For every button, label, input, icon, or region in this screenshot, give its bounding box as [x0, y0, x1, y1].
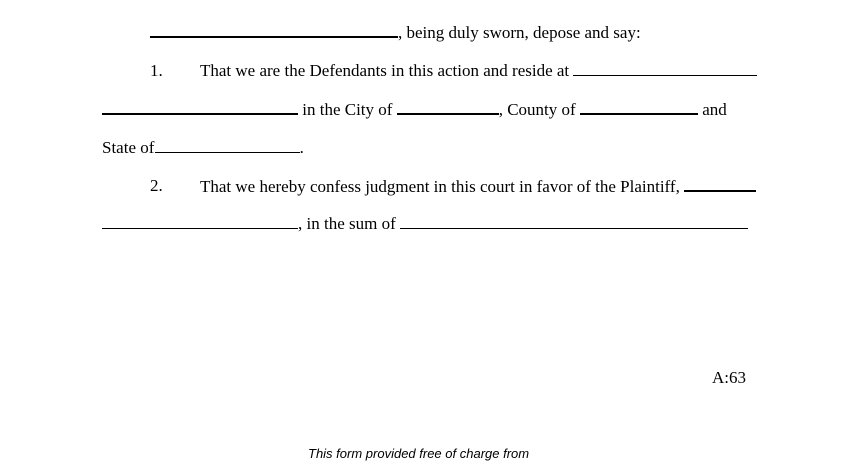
item-2-text: That we hereby confess judgment in this court in favor of the Plaintiff,: [200, 177, 680, 196]
city-field[interactable]: [397, 99, 499, 115]
state-suffix: .: [299, 138, 304, 157]
page-reference: A:63: [712, 368, 746, 387]
deponent-name-field[interactable]: [150, 22, 398, 38]
county-field[interactable]: [580, 99, 698, 115]
intro-line: [150, 22, 641, 43]
county-label: , County of: [498, 100, 576, 119]
sum-label: , in the sum of: [298, 214, 396, 233]
item-2-number: 2.: [150, 176, 163, 195]
state-line: [102, 138, 304, 158]
plaintiff-name-continued-field[interactable]: [102, 214, 298, 229]
plaintiff-name-field[interactable]: [684, 176, 756, 192]
item-1-text: That we are the Defendants in this action and reside at: [200, 61, 570, 80]
intro-text: , being duly sworn, depose and say:: [398, 23, 641, 42]
state-field[interactable]: [155, 138, 300, 153]
sum-field[interactable]: [400, 214, 748, 229]
city-county-line: [102, 99, 727, 120]
address-continued-field[interactable]: [102, 99, 298, 115]
and-label: and: [702, 100, 727, 119]
state-label: State of: [102, 138, 155, 157]
city-label: in the City of: [302, 100, 393, 119]
item-2-line: [200, 176, 756, 197]
residence-address-field[interactable]: [573, 61, 757, 76]
sum-line: [102, 214, 748, 234]
item-1-number: 1.: [150, 61, 163, 80]
footer-text: This form provided free of charge from: [308, 446, 530, 461]
item-1-line: [200, 61, 757, 81]
